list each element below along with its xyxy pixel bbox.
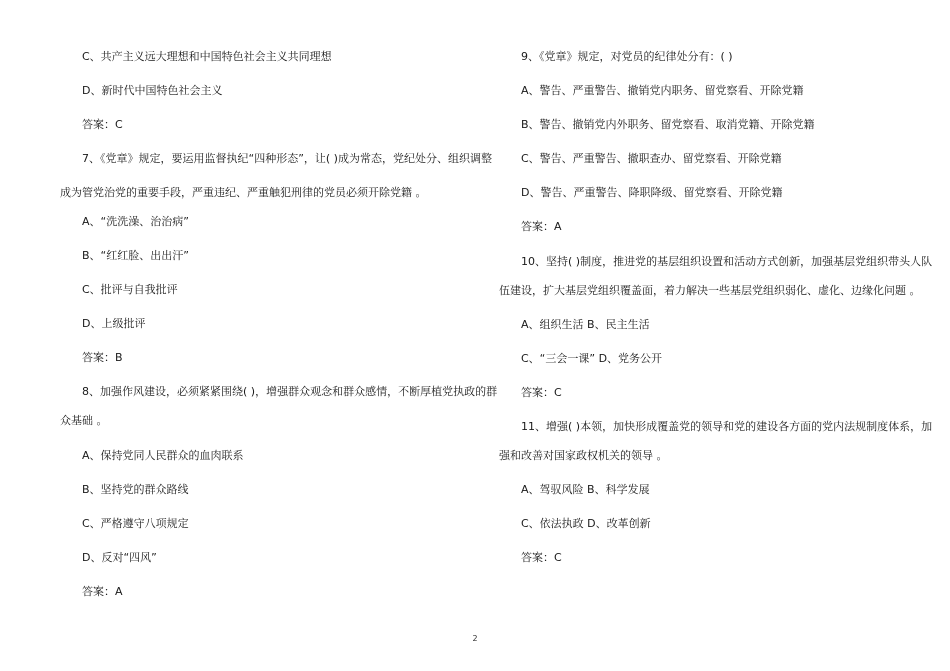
option-line: B、坚持党的群众路线 [82, 483, 189, 496]
option-line: A、驾驭风险 B、科学发展 [521, 483, 650, 496]
option-line: C、批评与自我批评 [82, 283, 178, 296]
option-line: C、“三会一课” D、党务公开 [521, 352, 663, 365]
option-line: D、上级批评 [82, 317, 146, 330]
option-line: C、严格遵守八项规定 [82, 517, 189, 530]
option-line: A、“洗洗澡、治治病” [82, 215, 189, 228]
option-line: C、共产主义远大理想和中国特色社会主义共同理想 [82, 50, 332, 63]
option-line: A、警告、严重警告、撤销党内职务、留党察看、开除党籍 [521, 84, 804, 97]
option-line: 答案：C [82, 118, 123, 131]
question-text: 9、《党章》规定，对党员的纪律处分有：( ) [521, 50, 733, 63]
question-text: 11、增强( )本领，加快形成覆盖党的领导和党的建设各方面的党内法规制度体系，加 [521, 420, 933, 433]
option-line: D、警告、严重警告、降职降级、留党察看、开除党籍 [521, 186, 783, 199]
option-line: C、警告、严重警告、撤职查办、留党察看、开除党籍 [521, 152, 782, 165]
option-line: 答案：B [82, 351, 123, 364]
question-continuation: 成为管党治党的重要手段，严重违纪、严重触犯刑律的党员必须开除党籍 。 [60, 186, 427, 199]
option-line: C、依法执政 D、改革创新 [521, 517, 651, 530]
page-number: 2 [472, 634, 478, 643]
question-text: 10、坚持( )制度，推进党的基层组织设置和活动方式创新，加强基层党组织带头人队 [521, 255, 933, 268]
question-continuation: 伍建设，扩大基层党组织覆盖面，着力解决一些基层党组织弱化、虚化、边缘化问题 。 [499, 284, 921, 297]
option-line: 答案：A [521, 220, 562, 233]
question-text: 8、加强作风建设，必须紧紧围绕( )，增强群众观念和群众感情，不断厚植党执政的群 [82, 385, 498, 398]
option-line: 答案：C [521, 386, 562, 399]
option-line: A、保持党同人民群众的血肉联系 [82, 449, 244, 462]
option-line: 答案：A [82, 585, 123, 598]
option-line: B、警告、撤销党内外职务、留党察看、取消党籍、开除党籍 [521, 118, 815, 131]
question-continuation: 强和改善对国家政权机关的领导 。 [499, 449, 668, 462]
question-continuation: 众基础 。 [60, 414, 108, 427]
option-line: A、组织生活 B、民主生活 [521, 318, 650, 331]
option-line: D、反对“四风” [82, 551, 157, 564]
option-line: B、“红红脸、出出汗” [82, 249, 189, 262]
option-line: D、新时代中国特色社会主义 [82, 84, 223, 97]
option-line: 答案：C [521, 551, 562, 564]
question-text: 7、《党章》规定，要运用监督执纪“四种形态”，让( )成为常态，党纪处分、组织调整 [82, 152, 492, 165]
